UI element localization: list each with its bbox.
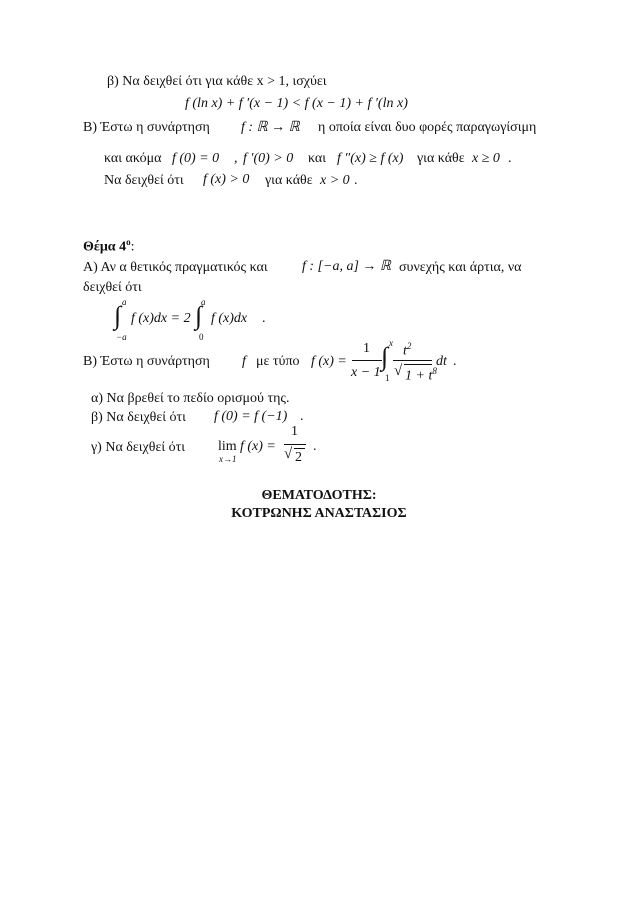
partB-line3-math2: x > 0 <box>320 173 350 188</box>
B-int-upper: x <box>389 338 393 348</box>
B-frac-num: 1 <box>363 341 370 356</box>
A-integral-left-sign: ∫ <box>114 301 122 330</box>
theme4-heading <box>83 238 135 255</box>
partB-line2-end: . <box>508 151 512 166</box>
B-frac-bar <box>352 360 382 361</box>
gamma-question: γ) Να δειχθεί ότι <box>91 440 185 455</box>
A-integral-right-sign: ∫ <box>195 301 203 330</box>
partB-line1-text: Β) Έστω η συνάρτηση <box>83 120 210 135</box>
B-int-lower: 1 <box>385 373 390 383</box>
B-int-num-base: t <box>403 343 407 359</box>
B-int-dt: dt <box>436 354 447 369</box>
B-line-text: Β) Έστω η συνάρτηση <box>83 354 210 369</box>
A-line2-text: δειχθεί ότι <box>83 280 142 295</box>
B-sqrt-bar <box>404 364 432 365</box>
B-int-num-sup: 2 <box>406 341 412 351</box>
A-int-end: . <box>262 311 266 326</box>
B-int-end: . <box>453 354 457 369</box>
gamma-sqrt-bar <box>294 448 305 449</box>
partB-line1-rest: η οποία είναι δυο φορές παραγωγίσιμη <box>318 120 537 135</box>
partB-line2-math4: x ≥ 0 <box>472 151 500 166</box>
gamma-sqrt-sign: √ <box>284 446 293 462</box>
partB-line2-text: και ακόμα <box>104 151 162 166</box>
beta-end: . <box>300 409 304 424</box>
gamma-lim: lim <box>218 439 237 454</box>
author-name: ΚΟΤΡΩΝΗΣ ΑΝΑΣΤΑΣΙΟΣ <box>231 506 407 521</box>
alpha-question: α) Να βρεθεί το πεδίο ορισμού της. <box>91 391 290 406</box>
B-int-den-sup: 8 <box>432 366 437 376</box>
partB-line3-text: Να δειχθεί ότι <box>104 173 184 188</box>
B-int-den <box>405 367 437 384</box>
partB-line3-end: . <box>354 173 358 188</box>
partB-line3-forall: για κάθε <box>265 173 313 188</box>
B-int-num <box>403 342 411 359</box>
gamma-frac-num: 1 <box>291 424 298 439</box>
A-int-left-body: f (x)dx = 2 <box>131 311 191 326</box>
A-int-right-lower: 0 <box>199 332 204 342</box>
A-line1-text: Α) Αν α θετικός πραγματικός και <box>83 260 268 275</box>
gamma-frac-bar <box>284 444 306 445</box>
partB-line2-comma: , <box>234 151 238 166</box>
B-def-lhs: f (x) = <box>311 354 347 369</box>
A-int-right-body: f (x)dx <box>211 311 248 326</box>
A-int-left-lower: −a <box>116 332 127 342</box>
partB-line2-forall: για κάθε <box>417 151 465 166</box>
partB-line2-and: και <box>308 151 327 166</box>
B-frac-den: x − 1 <box>351 365 381 380</box>
B-integral-sign: ∫ <box>381 342 389 371</box>
beta-inequality: f (ln x) + f ′(x − 1) < f (x − 1) + f ′(ln x) <box>185 96 408 111</box>
gamma-frac-den: 2 <box>295 450 302 465</box>
partB-line1-func: f : ℝ → ℝ <box>241 120 300 135</box>
partB-line2-math2: f ′(0) > 0 <box>243 151 294 166</box>
B-int-den-base: 1 + t <box>405 368 433 384</box>
A-int-right-upper: a <box>201 297 206 307</box>
author-label: ΘΕΜΑΤΟΔΟΤΗΣ: <box>261 488 377 503</box>
B-sqrt-sign: √ <box>394 363 403 379</box>
theme4-heading-sup: ο <box>126 237 131 247</box>
A-line1-func: f : [−a, a] → ℝ <box>302 259 391 274</box>
partB-line2-math3: f ″(x) ≥ f (x) <box>337 151 404 166</box>
A-line1-rest: συνεχής και άρτια, να <box>399 260 522 275</box>
gamma-math: f (x) = <box>240 439 276 454</box>
theme4-heading-text: Θέμα 4 <box>83 239 127 255</box>
gamma-end: . <box>313 439 317 454</box>
gamma-lim-sub: x→1 <box>219 454 237 464</box>
B-int-frac-bar <box>393 360 432 361</box>
partB-line2-math1: f (0) = 0 <box>172 151 220 166</box>
beta-math: f (0) = f (−1) <box>214 409 288 424</box>
beta-intro: β) Να δειχθεί ότι για κάθε x > 1, ισχύει <box>107 74 327 89</box>
partB-line3-math1: f (x) > 0 <box>203 172 250 187</box>
B-line-f: f <box>242 354 246 369</box>
beta-question: β) Να δειχθεί ότι <box>91 410 186 425</box>
theme4-heading-colon: : <box>130 239 135 255</box>
A-int-left-upper: a <box>122 297 127 307</box>
B-line-with-formula: με τύπο <box>256 354 300 369</box>
